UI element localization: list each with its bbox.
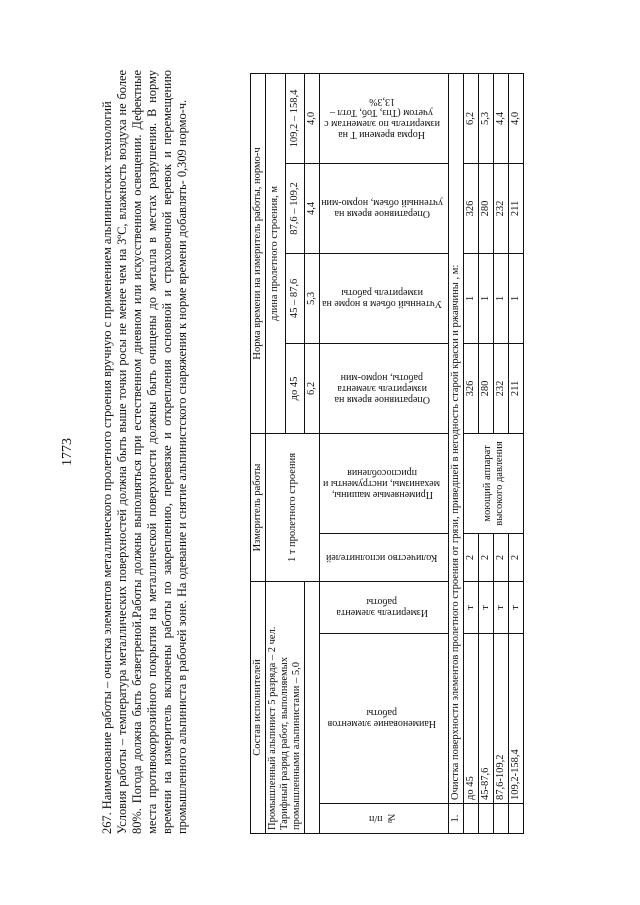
table-row xyxy=(464,73,479,833)
row-qty: 2 xyxy=(479,534,494,582)
col-qty: Количество исполнителей xyxy=(320,534,449,582)
col-optime: Оперативное время на измеритель элемента работы, нормо-мин xyxy=(320,343,449,433)
header-staff: Состав исполнителей xyxy=(251,582,266,834)
row-name: до 45 xyxy=(464,634,479,804)
row-vol: 1 xyxy=(509,253,524,343)
body-text xyxy=(100,70,190,834)
row-op2: 280 xyxy=(479,163,494,253)
section-row xyxy=(449,73,464,833)
span-length-label: длина пролетного строения, м xyxy=(266,73,286,433)
staff-line-2: Тарифный разряд работ, выполняемых промышленными альпинистами – 5,0 xyxy=(279,657,302,830)
row-op2: 326 xyxy=(464,163,479,253)
rotated-document-page xyxy=(38,24,602,880)
vertical-header-row xyxy=(320,73,449,833)
col-no: № п/п xyxy=(320,804,449,834)
row-tools: моющий аппарат высокого давления xyxy=(464,433,524,533)
row-name: 87,6-109,2 xyxy=(494,634,509,804)
row-qty: 2 xyxy=(464,534,479,582)
section-title: Очистка поверхности элементов пролетного строения от грязи, приведшей в негодность старой краски и ржавчины , м: xyxy=(449,73,464,803)
col-optime2: Оперативное время на учтенный объем, нормо-мин xyxy=(320,163,449,253)
page-number: 1773 xyxy=(60,438,75,466)
row-norm: 5,3 xyxy=(479,73,494,163)
work-conditions: Условия работы – температура металлических поверхностей должна быть выше точки росы не менее чем на 3ºС, влажность воздуха не более 80%. Погода должна быть безветреной.Работы должны выполняться при естественном дневном или искусственном освещении. Дефектные места противокоррозийного покрытия на металлической поверхности должны быть очищены до металла в местах разрушения. В норму времени на измеритель включены работы по закреплению, перевязке и открепления основной и страховочной веревок и перемещению промышленного альпиниста в рабочей зоне. На одевание и снятие альпинистского снаряжения к норме времени добавлять- 0,309 нормо-ч. xyxy=(115,70,189,834)
span-norm-0: 6,2 xyxy=(305,343,320,433)
header-row-1 xyxy=(251,73,266,833)
col-name: Наименование элементов работы xyxy=(320,634,449,804)
row-vol: 1 xyxy=(479,253,494,343)
staff-spacer xyxy=(305,582,320,834)
span-norm-3: 4,0 xyxy=(305,73,320,163)
meter-value: 1 т пролетного строения xyxy=(266,433,320,581)
span-norm-2: 4,4 xyxy=(305,163,320,253)
row-vol: 1 xyxy=(464,253,479,343)
row-name: 45-87,6 xyxy=(479,634,494,804)
norm-table xyxy=(250,73,524,834)
span-0: до 45 xyxy=(285,343,305,433)
row-unit: т xyxy=(494,582,509,634)
row-unit: т xyxy=(479,582,494,634)
staff-cell xyxy=(266,582,305,834)
col-norm: Норма времени Т на измеритель по элементам с учетом (Тпз, Тоб, Тотл – 13,3% xyxy=(320,73,449,163)
row-vol: 1 xyxy=(494,253,509,343)
row-op: 211 xyxy=(509,343,524,433)
row-unit: т xyxy=(509,582,524,634)
col-unit: Измеритель элемента работы xyxy=(320,582,449,634)
row-op2: 232 xyxy=(494,163,509,253)
header-row-2 xyxy=(266,73,286,833)
col-volume: Учтенный объем в норме на измеритель работы xyxy=(320,253,449,343)
row-norm: 4,0 xyxy=(509,73,524,163)
work-heading: 267. Наименование работы – очистка элементов металлического пролетного строения вручную с применением альпинистских технологий xyxy=(100,101,114,834)
span-2: 87,6 – 109,2 xyxy=(285,163,305,253)
staff-line-1: Промышленный альпинист 5 разряда – 2 чел. xyxy=(267,626,278,830)
row-op: 280 xyxy=(479,343,494,433)
row-name: 109,2-158,4 xyxy=(509,634,524,804)
row-op2: 211 xyxy=(509,163,524,253)
row-op: 232 xyxy=(494,343,509,433)
span-3: 109,2 – 158,4 xyxy=(285,73,305,163)
row-norm: 4,4 xyxy=(494,73,509,163)
row-op: 326 xyxy=(464,343,479,433)
row-norm: 6,2 xyxy=(464,73,479,163)
section-number: 1. xyxy=(449,804,464,834)
span-norm-1: 5,3 xyxy=(305,253,320,343)
row-qty: 2 xyxy=(494,534,509,582)
header-norm: Норма времени на измеритель работы, нормо-ч xyxy=(251,73,266,433)
header-meter: Измеритель работы xyxy=(251,433,266,581)
col-tools: Применяемые машины, механизмы, инструменты и приспособления xyxy=(320,433,449,533)
row-unit: т xyxy=(464,582,479,634)
span-1: 45 – 87,6 xyxy=(285,253,305,343)
row-qty: 2 xyxy=(509,534,524,582)
